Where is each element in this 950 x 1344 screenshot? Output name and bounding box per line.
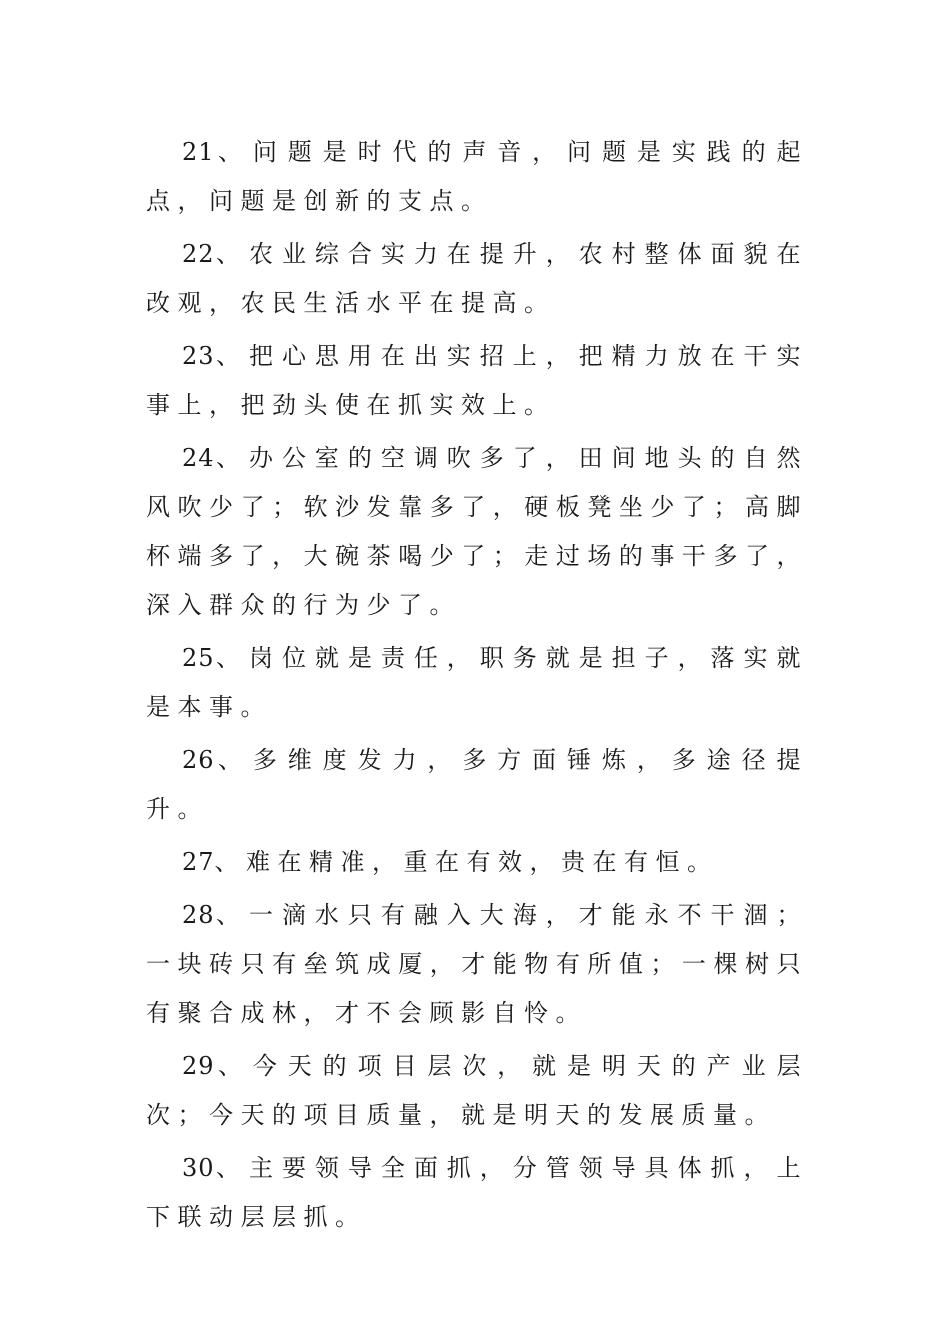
- paragraph-27: [146, 838, 808, 887]
- paragraph-number: 23: [182, 342, 215, 370]
- paragraph-number: 22: [182, 240, 215, 268]
- paragraph-text: 、问题是时代的声音，问题是实践的起点，问题是创新的支点。: [146, 138, 808, 215]
- paragraph-number: 30: [182, 1154, 215, 1182]
- paragraph-21: [146, 128, 808, 226]
- paragraph-22: [146, 230, 808, 328]
- paragraph-number: 21: [182, 138, 215, 166]
- paragraph-number: 26: [182, 746, 215, 774]
- paragraph-number: 27: [182, 848, 215, 876]
- paragraph-23: [146, 332, 808, 430]
- paragraph-text: 、难在精准，重在有效，贵在有恒。: [214, 848, 719, 876]
- paragraph-number: 24: [182, 444, 215, 472]
- paragraph-text: 、办公室的空调吹多了，田间地头的自然风吹少了；软沙发靠多了，硬板凳坐少了；高脚杯端多了，大碗茶喝少了；走过场的事干多了，深入群众的行为少了。: [146, 444, 808, 619]
- paragraph-text: 、今天的项目层次，就是明天的产业层次；今天的项目质量，就是明天的发展质量。: [146, 1052, 808, 1129]
- paragraph-25: [146, 634, 808, 732]
- paragraph-text: 、农业综合实力在提升，农村整体面貌在改观，农民生活水平在提高。: [146, 240, 808, 317]
- paragraph-24: [146, 434, 808, 630]
- paragraph-text: 、主要领导全面抓，分管领导具体抓，上下联动层层抓。: [146, 1154, 808, 1231]
- paragraph-number: 25: [182, 644, 215, 672]
- paragraph-text: 、岗位就是责任，职务就是担子，落实就是本事。: [146, 644, 808, 721]
- document-body: [146, 128, 808, 1246]
- paragraph-number: 28: [182, 901, 215, 929]
- paragraph-28: [146, 891, 808, 1038]
- paragraph-29: [146, 1042, 808, 1140]
- paragraph-number: 29: [182, 1052, 215, 1080]
- paragraph-26: [146, 736, 808, 834]
- paragraph-text: 、一滴水只有融入大海，才能永不干涸；一块砖只有垒筑成厦，才能物有所值；一棵树只有聚合成林，才不会顾影自怜。: [146, 901, 808, 1027]
- paragraph-30: [146, 1144, 808, 1242]
- paragraph-text: 、多维度发力，多方面锤炼，多途径提升。: [146, 746, 808, 823]
- paragraph-text: 、把心思用在出实招上，把精力放在干实事上，把劲头使在抓实效上。: [146, 342, 808, 419]
